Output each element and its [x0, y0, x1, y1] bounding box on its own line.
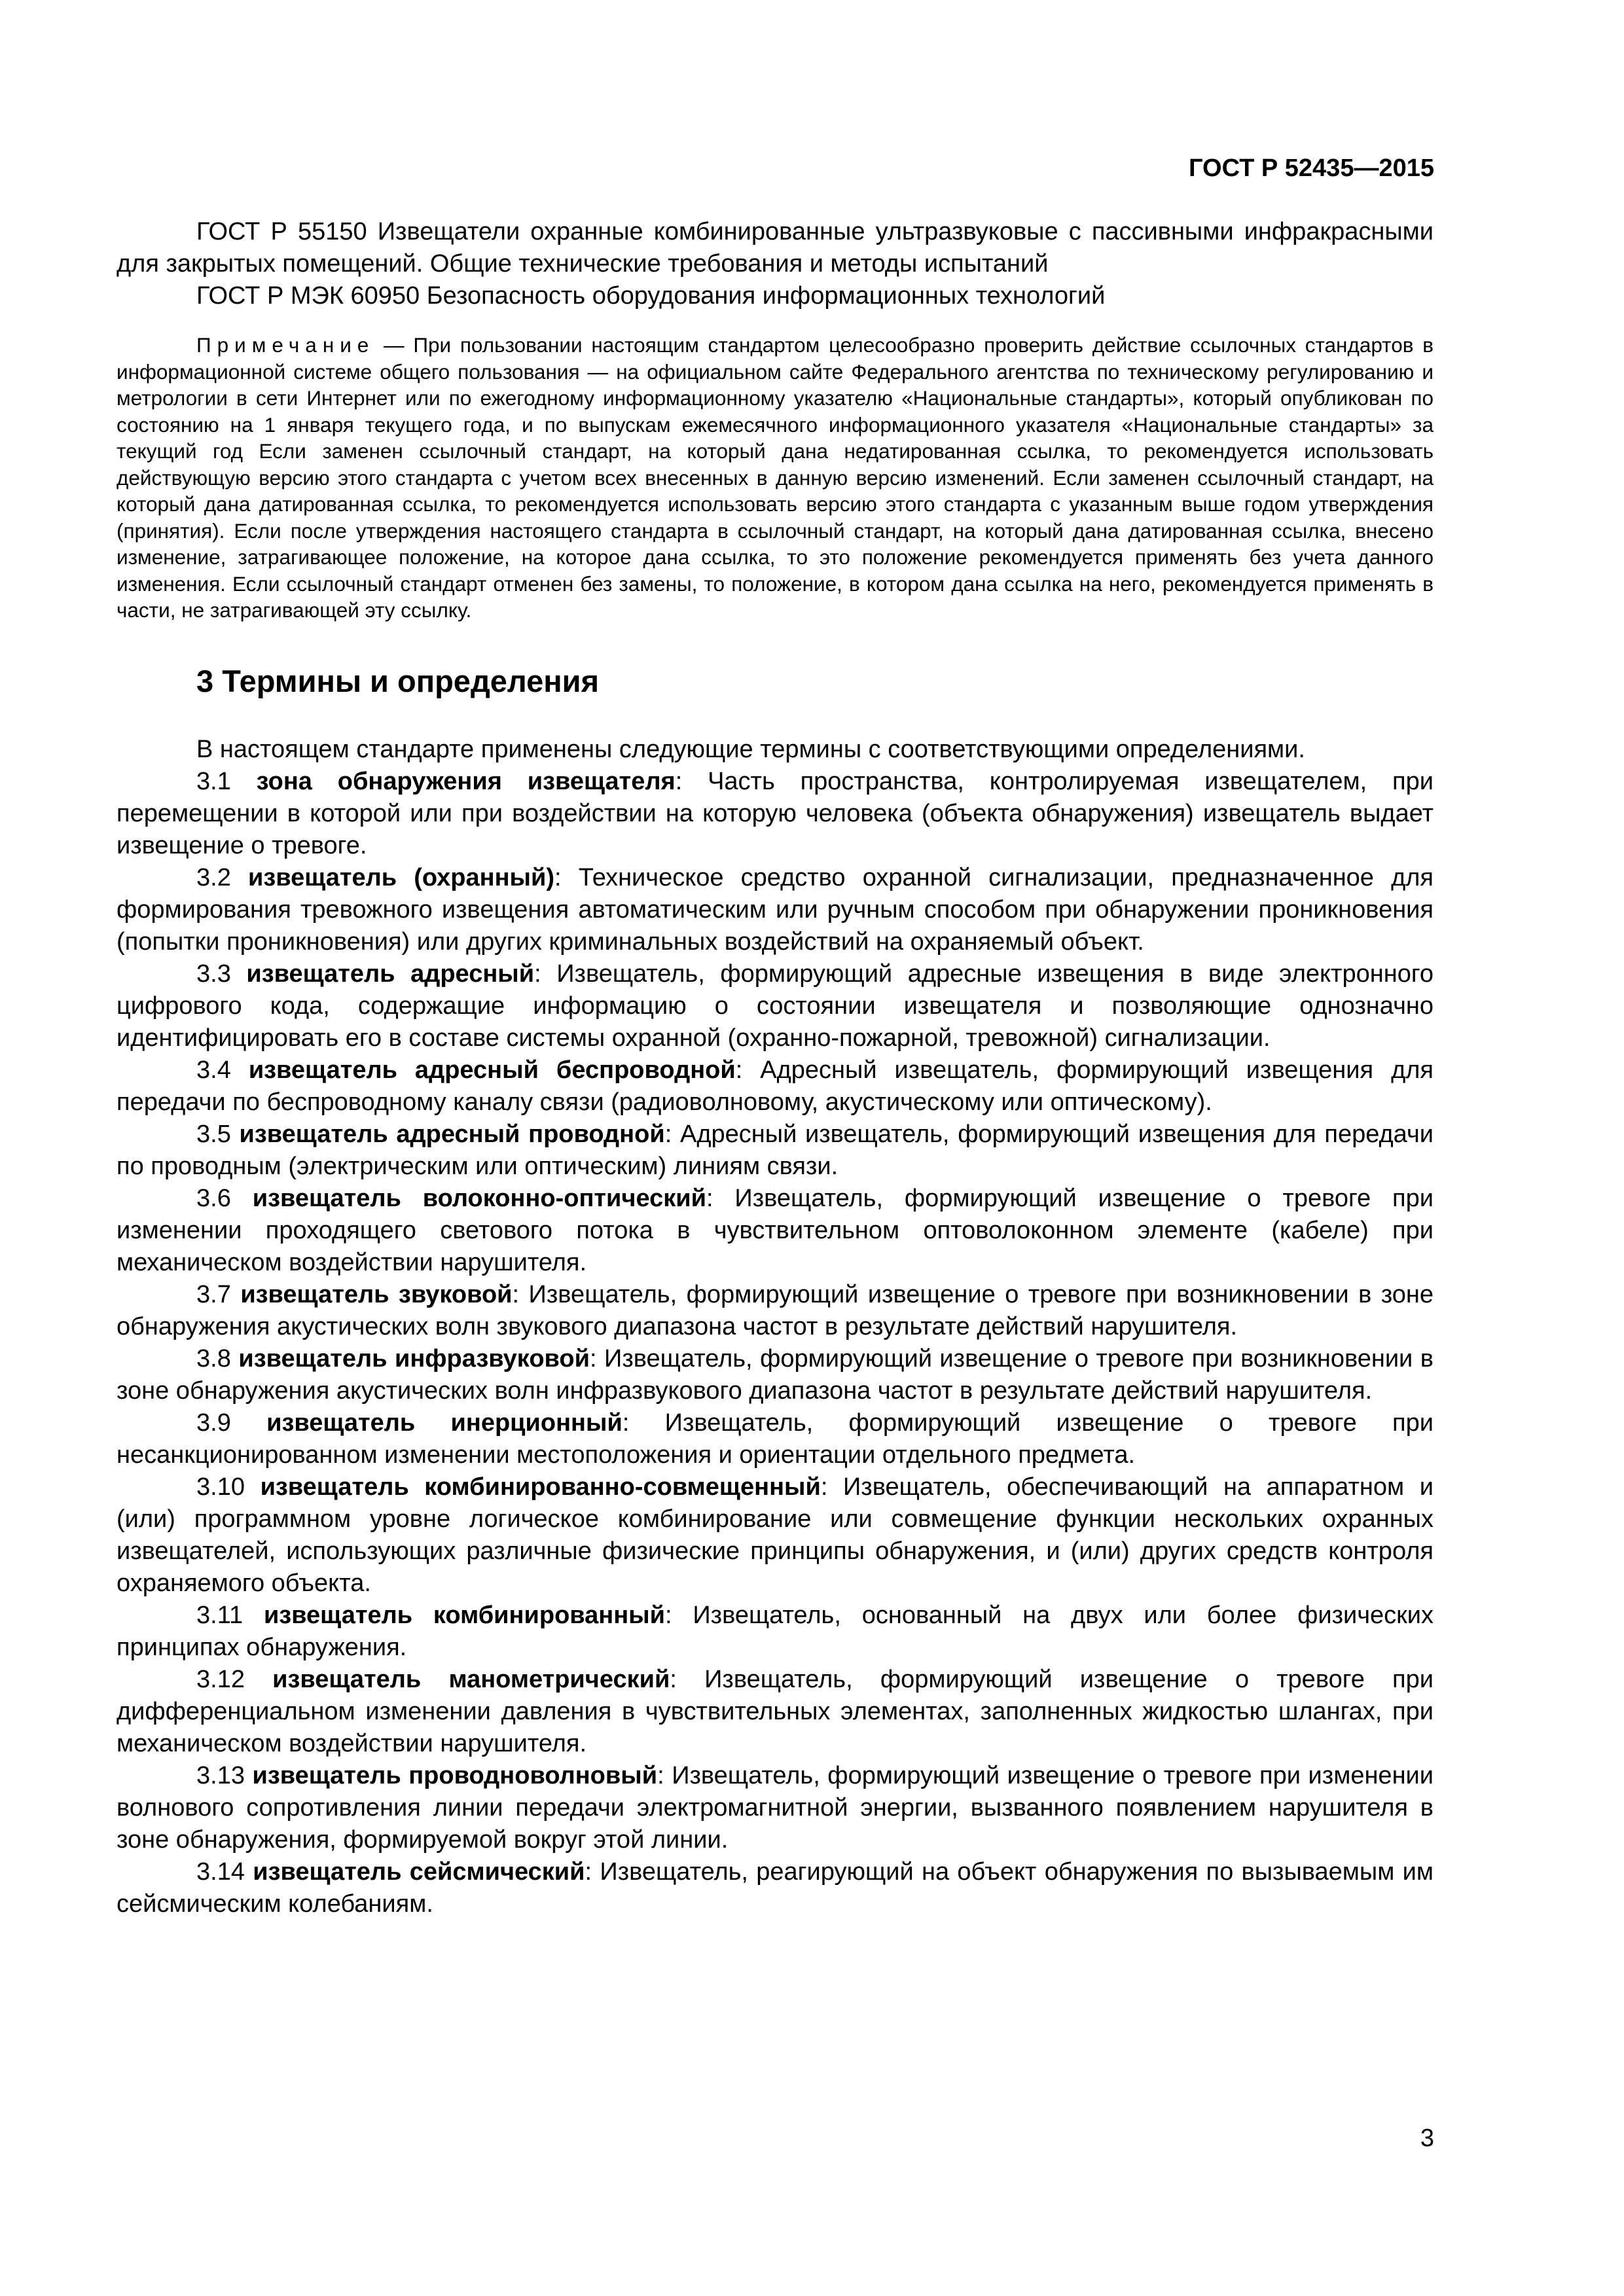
term-name: извещатель звуковой [240, 1280, 513, 1308]
term-number: 3.7 [196, 1280, 231, 1308]
term-definition: : Извещатель, формирующий извещение о тревоге при возникновении в зоне обнаружения акустических волн инфразвукового диапазона частот в результате действий нарушителя. [117, 1344, 1434, 1405]
term-name: зона обнаружения извещателя [256, 767, 676, 795]
term-number: 3.2 [196, 863, 231, 891]
term-item [117, 1856, 1434, 1920]
term-item [117, 1600, 1434, 1664]
term-definition: : Извещатель, формирующий извещение о тревоге при изменении волнового сопротивления линии передачи электромагнитной энергии, вызванного появлением нарушителя в зоне обнаружения, формируемой вокруг этой линии. [117, 1761, 1434, 1854]
term-number: 3.10 [196, 1473, 245, 1501]
document-body [117, 216, 1434, 1920]
term-definition: : Часть пространства, контролируемая извещателем, при перемещении в которой или при воздействии на которую человека (объекта обнаружения) извещатель выдает извещение о тревоге. [117, 767, 1434, 859]
term-number: 3.14 [196, 1857, 245, 1886]
term-name: извещатель волоконно-оптический [252, 1184, 706, 1212]
term-name: извещатель комбинированный [263, 1601, 665, 1629]
term-name: извещатель (охранный) [247, 863, 555, 891]
term-definition: : Адресный извещатель, формирующий извещения для передачи по проводным (электрическим или оптическим) линиям связи. [117, 1120, 1434, 1180]
term-name: извещатель адресный [246, 960, 535, 988]
term-name: извещатель адресный беспроводной [248, 1056, 736, 1084]
term-item [117, 1471, 1434, 1600]
term-name: извещатель манометрический [272, 1665, 670, 1693]
term-item [117, 958, 1434, 1054]
term-item [117, 766, 1434, 862]
term-number: 3.6 [196, 1184, 231, 1212]
term-name: извещатель сейсмический [253, 1857, 585, 1886]
term-definition: : Извещатель, основанный на двух или более физических принципах обнаружения. [117, 1601, 1434, 1661]
term-number: 3.3 [196, 960, 231, 988]
term-item [117, 1664, 1434, 1760]
note-label: Примечание [196, 333, 375, 357]
term-number: 3.5 [196, 1120, 231, 1148]
term-name: извещатель адресный проводной [239, 1120, 665, 1148]
term-name: извещатель инфразвуковой [238, 1344, 590, 1372]
term-item [117, 1407, 1434, 1471]
term-number: 3.12 [196, 1665, 245, 1693]
term-definition: : Извещатель, обеспечивающий на аппаратном и (или) программном уровне логическое комбинирование или совмещение функции нескольких охранных извещателей, использующих различные физические принципы обнаружения, и (или) других средств контроля охраняемого объекта. [117, 1473, 1434, 1597]
term-definition: : Извещатель, формирующий извещение о тревоге при возникновении в зоне обнаружения акустических волн звукового диапазона частот в результате действий нарушителя. [117, 1280, 1434, 1340]
term-item [117, 1279, 1434, 1343]
term-number: 3.8 [196, 1344, 231, 1372]
term-item [117, 1760, 1434, 1856]
term-item [117, 1054, 1434, 1119]
term-name: извещатель инерционный [266, 1408, 623, 1437]
term-item [117, 1183, 1434, 1279]
term-item [117, 1119, 1434, 1183]
term-name: извещатель проводноволновый [252, 1761, 658, 1789]
note-paragraph [117, 332, 1434, 624]
section-intro: В настоящем стандарте применены следующие термины с соответствующими определениями. [196, 735, 1305, 763]
term-definition: : Адресный извещатель, формирующий извещения для передачи по беспроводному каналу связи (радиоволновому, акустическому или оптическому). [117, 1056, 1434, 1116]
note-text: При пользовании настоящим стандартом целесообразно проверить действие ссылочных стандартов в информационной системе общего пользования — на официальном сайте Федерального агентства по техническому регулированию и метрологии в сети Интернет или по ежегодному информационному указателю «Национальные стандарты», который опубликован по состоянию на 1 января текущего года, и по выпускам ежемесячного информационного указателя «Национальные стандарты» за текущий год Если заменен ссылочный стандарт, на который дана недатированная ссылка, то рекомендуется использовать действующую версию этого стандарта с учетом всех внесенных в данную версию изменений. Если заменен ссылочный стандарт, на который дана датированная ссылка, то рекомендуется использовать версию этого стандарта с указанным выше годом утверждения (принятия). Если после утверждения настоящего стандарта в ссылочный стандарт, на который дана датированная ссылка, внесено изменение, затрагивающее положение, на которое дана ссылка, то это положение рекомендуется применять без учета данного изменения. Если ссылочный стандарт отменен без замены, то положение, в котором дана ссылка на него, рекомендуется применять в части, не затрагивающей эту ссылку. [117, 333, 1434, 622]
term-definition: : Извещатель, формирующий адресные извещения в виде электронного цифрового кода, содержащие информацию о состоянии извещателя и позволяющие однозначно идентифицировать его в составе системы охранной (охранно-пожарной, тревожной) сигнализации. [117, 960, 1434, 1052]
term-number: 3.13 [196, 1761, 245, 1789]
term-number: 3.9 [196, 1408, 231, 1437]
term-number: 3.4 [196, 1056, 231, 1084]
document-header-id: ГОСТ Р 52435—2015 [1189, 154, 1434, 182]
term-definition: : Извещатель, реагирующий на объект обнаружения по вызываемым им сейсмическим колебаниям. [117, 1857, 1434, 1918]
term-number: 3.1 [196, 767, 231, 795]
page-number: 3 [1420, 2125, 1434, 2152]
reference-item: ГОСТ Р 55150 Извещатели охранные комбинированные ультразвуковые с пассивными инфракрасными для закрытых помещений. Общие технические требования и методы испытаний [117, 218, 1434, 278]
term-name: извещатель комбинированно-совмещенный [260, 1473, 821, 1501]
term-definition: : Извещатель, формирующий извещение о тревоге при несанкционированном изменении местоположения и ориентации отдельного предмета. [117, 1408, 1434, 1469]
term-definition: : Извещатель, формирующий извещение о тревоге при дифференциальном изменении давления в чувствительных элементах, заполненных жидкостью шлангах, при механическом воздействии нарушителя. [117, 1665, 1434, 1757]
section-title: 3 Термины и определения [196, 663, 599, 698]
note-dash: — [374, 333, 414, 357]
term-definition: : Извещатель, формирующий извещение о тревоге при изменении проходящего светового потока в чувствительном оптоволоконном элементе (кабеле) при механическом воздействии нарушителя. [117, 1184, 1434, 1276]
term-item [117, 1343, 1434, 1407]
term-definition: : Техническое средство охранной сигнализации, предназначенное для формирования тревожного извещения автоматическим или ручным способом при обнаружении проникновения (попытки проникновения) или других криминальных воздействий на охраняемый объект. [117, 863, 1434, 956]
reference-item: ГОСТ Р МЭК 60950 Безопасность оборудования информационных технологий [196, 282, 1106, 310]
term-item [117, 862, 1434, 958]
term-number: 3.11 [196, 1601, 244, 1629]
terms-list [117, 766, 1434, 1920]
